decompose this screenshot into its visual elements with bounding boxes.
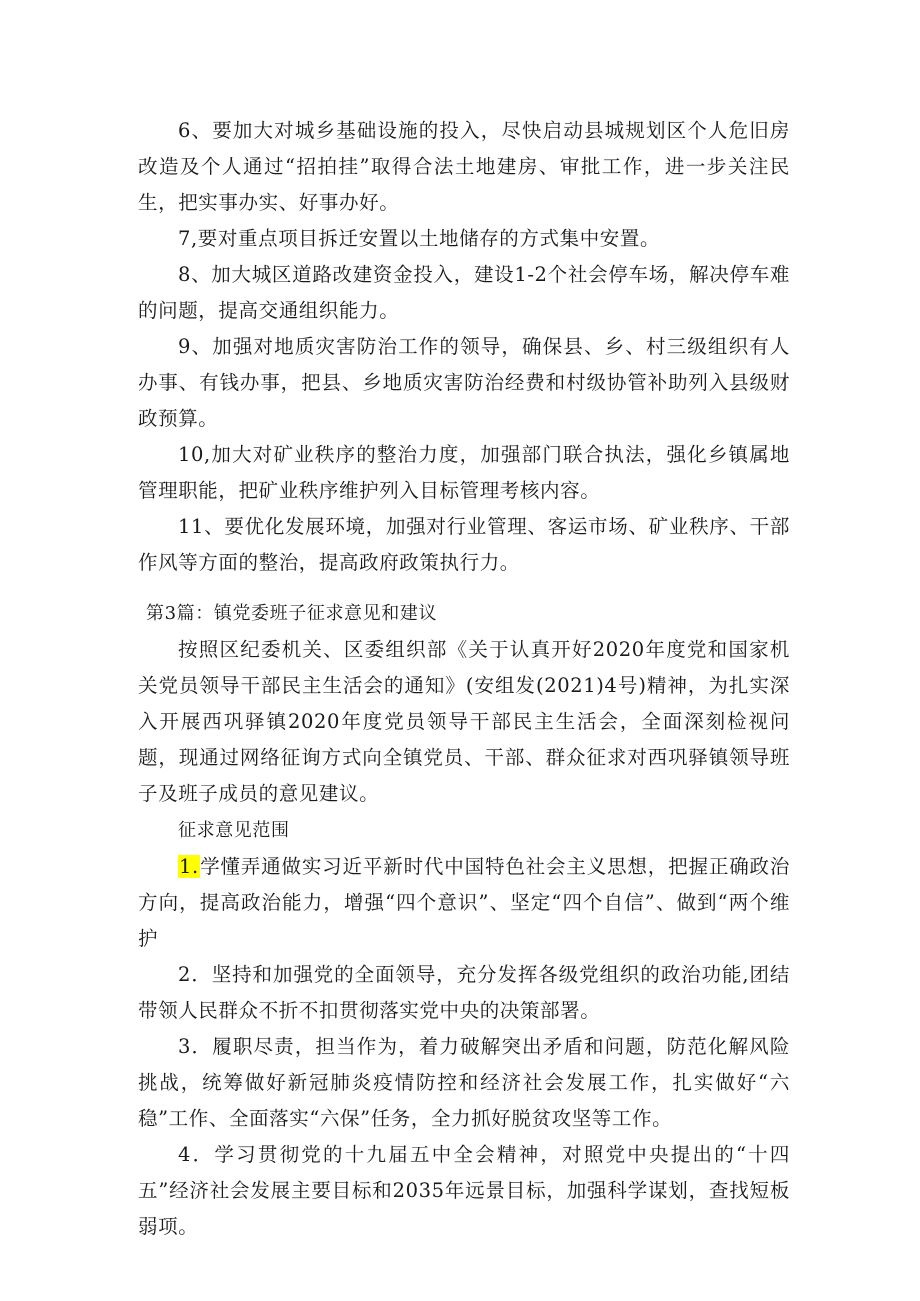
paragraph-item-7: 7,要对重点项目拆迁安置以土地储存的方式集中安置。 bbox=[178, 227, 661, 250]
intro-paragraph: 按照区纪委机关、区委组织部《关于认真开好2020年度党和国家机关党员领导干部民主生活会的通知》(安组发(2021)4号)精神，为扎实深入开展西巩驿镇2020年度党员领导干部民主生活会，全面深刻检视问题，现通过网络征询方式向全镇党员、干部、群众征求对西巩驿镇领导班子及班子成员的意见建议。 bbox=[138, 638, 790, 805]
paragraph-item-11: 11、要优化发展环境，加强对行业管理、客运市场、矿业秩序、干部作风等方面的整治，提高政府政策执行力。 bbox=[138, 515, 790, 574]
scope-item-1 bbox=[138, 849, 790, 957]
section-heading: 第3篇：镇党委班子征求意见和建议 bbox=[146, 603, 438, 624]
scope-title: 征求意见范围 bbox=[178, 820, 290, 841]
paragraph-item-9: 9、加强对地质灾害防治工作的领导，确保县、乡、村三级组织有人办事、有钱办事，把县、乡地质灾害防治经费和村级协管补助列入县级财政预算。 bbox=[138, 335, 790, 430]
scope-item-2: 2．坚持和加强党的全面领导，充分发挥各级党组织的政治功能,团结带领人民群众不折不扣贯彻落实党中央的决策部署。 bbox=[138, 963, 790, 1022]
paragraph-item-10: 10,加大对矿业秩序的整治力度，加强部门联合执法，强化乡镇属地管理职能，把矿业秩序维护列入目标管理考核内容。 bbox=[138, 443, 790, 502]
paragraph-item-8: 8、加大城区道路改建资金投入，建设1-2个社会停车场，解决停车难的问题，提高交通组织能力。 bbox=[138, 263, 790, 322]
paragraph-item-6: 6、要加大对城乡基础设施的投入，尽快启动县城规划区个人危旧房改造及个人通过“招拍挂”取得合法土地建房、审批工作，进一步关注民生，把实事办实、好事办好。 bbox=[138, 119, 790, 214]
scope-item-1-text: 学懂弄通做实习近平新时代中国特色社会主义思想，把握正确政治方向，提高政治能力，增强“四个意识”、坚定“四个自信”、做到“两个维护 bbox=[138, 855, 790, 950]
highlighted-marker: 1. bbox=[179, 855, 199, 878]
scope-item-4: 4．学习贯彻党的十九届五中全会精神，对照党中央提出的“十四五”经济社会发展主要目标和2035年远景目标，加强科学谋划，查找短板弱项。 bbox=[138, 1143, 790, 1238]
scope-item-3: 3．履职尽责，担当作为，着力破解突出矛盾和问题，防范化解风险挑战，统筹做好新冠肺炎疫情防控和经济社会发展工作，扎实做好“六稳”工作、全面落实“六保”任务，全力抓好脱贫攻坚等工作。 bbox=[138, 1035, 790, 1130]
